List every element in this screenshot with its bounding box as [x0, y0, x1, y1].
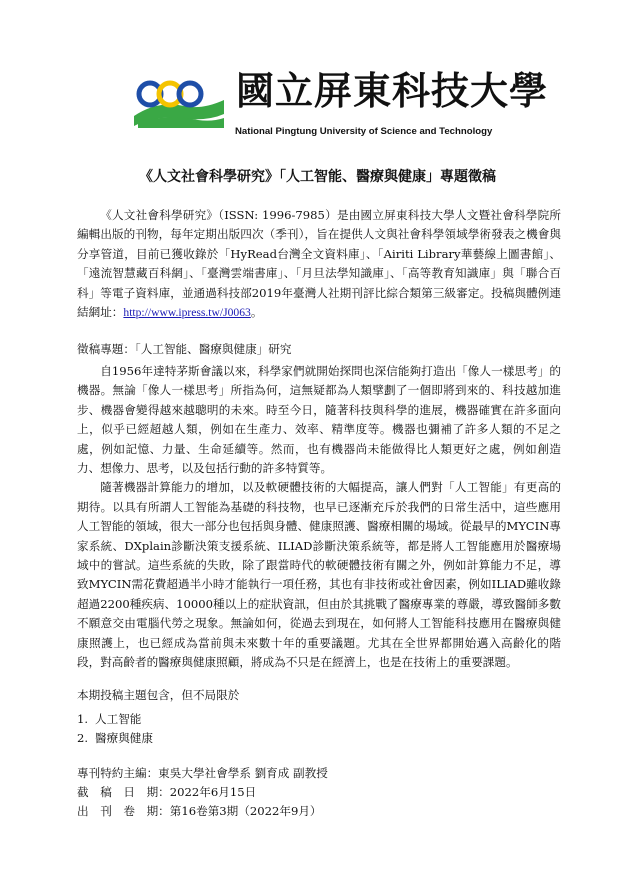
scope-item-label: 人工智能	[95, 712, 142, 726]
scope-item	[77, 729, 153, 748]
body-paragraph-1: 自1956年達特茅斯會議以來，科學家們就開始探問也深信能夠打造出「像人一樣思考」的機器。無論「像人一樣思考」所指為何，這無疑都為人類擘劃了一個即將到來的、科技越加進步、機器會變得越來越聰明的未來。時至今日，隨著科技與科學的進展，機器確實在許多面向上，似乎已經超越人類，例如在生產力、效率、精準度等。機器也彌補了許多人類的不足之處，例如記憶、力量、生命延續等。然而，也有機器尚未能做得比人類更好之處，例如創造力、想像力、思考，以及包括行動的許多特質等。	[77, 364, 561, 476]
editor-line: 專刊特約主編：東吳大學社會學系 劉育成 副教授	[77, 766, 328, 780]
deadline-line: 截 稿 日 期：2022年6月15日	[77, 785, 257, 799]
scope-item-number: 2.	[77, 731, 89, 745]
intro-end: 。	[250, 305, 263, 320]
scope-item-label: 醫療與健康	[95, 731, 153, 745]
university-logo	[128, 69, 549, 142]
scope-item-number: 1.	[77, 712, 89, 726]
page-title: 《人文社會科學研究》「人工智能、醫療與健康」專題徵稿	[139, 169, 496, 185]
publish-line: 出 刊 卷 期：第16卷第3期（2022年9月）	[77, 804, 322, 818]
intro-text: 《人文社會科學研究》（ISSN: 1996-7985）是由國立屏東科技大學人文暨社會科學院所編輯出版的刊物，每年定期出版四次（季刊），旨在提供人文與社會科學領域學術發表之機會與分享管道，目前已獲收錄於「HyRead台灣全文資料庫」、「Airiti Library華藝線上圖書館」、「遠流智慧藏百科網」、「臺灣雲端書庫」、「月旦法學知識庫」、「高等教育知識庫」與「聯合百科」等電子資料庫，並通過科技部2019年臺灣人社期刊評比綜合類第三級審定。投稿與體例連結網址：	[77, 208, 561, 320]
scope-heading: 本期投稿主題包含，但不局限於	[77, 688, 240, 702]
npust-logo-icon	[128, 70, 226, 130]
intro-paragraph	[77, 206, 561, 322]
logo-name-en: National Pingtung University of Science and Technology	[235, 126, 493, 137]
logo-name-zh: 國立屏東科技大學	[236, 69, 549, 113]
body-section	[77, 362, 561, 673]
submission-link[interactable]: http://www.ipress.tw/J0063	[123, 306, 251, 320]
body-paragraph-2: 隨著機器計算能力的增加，以及軟硬體技術的大幅提高，讓人們對「人工智能」有更高的期待。以具有所謂人工智能為基礎的科技物，也早已逐漸充斥於我們的日常生活中，這些應用人工智能的領域，很大一部分也包括與身體、健康照護、醫療相關的場域。從最早的MYCIN專家系統、DXplain診斷決策支援系統、ILIAD診斷決策系統等，都是將人工智能應用於醫療場域中的嘗試。這些系統的失敗，除了跟當時代的軟硬體技術有關之外，例如計算能力不足，導致MYCIN需花費超過半小時才能執行一項任務，其也有非技術或社會因素，例如ILIAD雖收錄超過2200種疾病、10000種以上的症狀資訊，但由於其挑戰了醫療專業的尊嚴，導致醫師多數不願意交由電腦代勞之現象。無論如何，從過去到現在，如何將人工智能科技應用在醫療與健康照護上，也已經成為當前與未來數十年的重要議題。尤其在全世界都開始邁入高齡化的階段，對高齡者的醫療與健康照顧，將成為不只是在經濟上，也是在技術上的重要課題。	[77, 480, 561, 670]
topic-heading: 徵稿專題：「人工智能、醫療與健康」研究	[77, 342, 292, 356]
scope-item	[77, 710, 141, 729]
